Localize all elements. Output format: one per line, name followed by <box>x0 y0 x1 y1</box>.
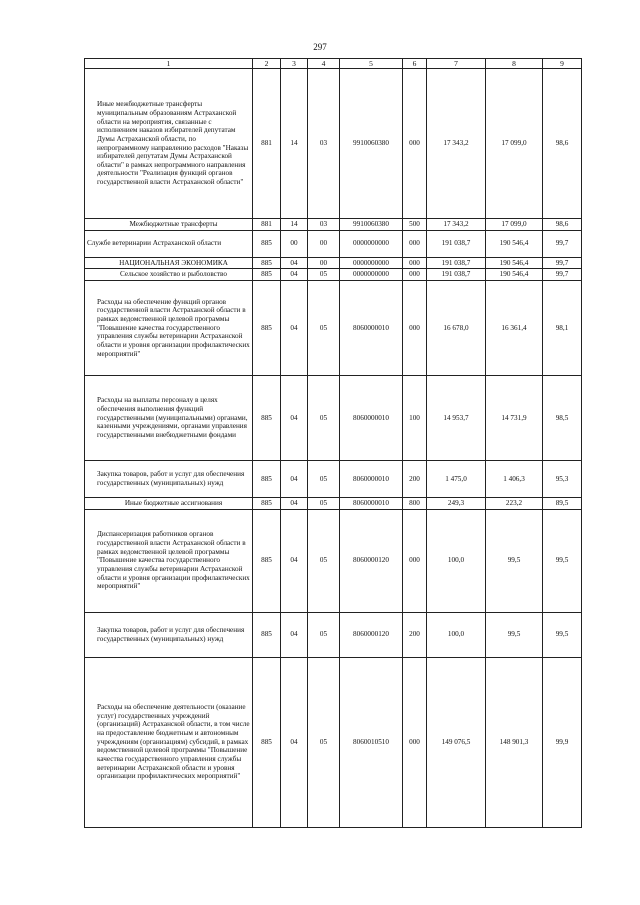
row-description: Иные межбюджетные трансферты муниципальным образованиям Астраханской области на мероприятия, связанные с исполнением наказов избирателей депутатам Думы Астраханской области, по непрограммному направлению расходов "Наказы избирателей депутатам Думы Астраханской области" в рамках непрограммного направления деятельности "Реализация функций органов государственной власти Астраханской области" <box>85 69 253 219</box>
cell-expense-type: 000 <box>403 509 427 612</box>
table-row <box>85 612 582 657</box>
cell-actual-amount: 99,5 <box>486 612 543 657</box>
table-row <box>85 257 582 269</box>
cell-section: 14 <box>281 219 308 231</box>
cell-section: 00 <box>281 230 308 257</box>
cell-target-article: 9910060380 <box>340 69 403 219</box>
cell-subsection: 03 <box>308 219 340 231</box>
cell-ministry-code: 885 <box>253 257 281 269</box>
col-header: 4 <box>308 59 340 69</box>
table-row <box>85 219 582 231</box>
col-header: 6 <box>403 59 427 69</box>
cell-subsection: 03 <box>308 69 340 219</box>
row-description: Службе ветеринарии Астраханской области <box>85 230 253 257</box>
cell-actual-amount: 1 406,3 <box>486 460 543 497</box>
cell-percent: 99,7 <box>543 257 582 269</box>
cell-actual-amount: 190 546,4 <box>486 257 543 269</box>
cell-target-article: 8060000120 <box>340 612 403 657</box>
row-description: Расходы на обеспечение деятельности (оказание услуг) государственных учреждений (организаций) Астраханской области, в том числе на предоставление бюджетным и автономным учреждениям (организациям) субсидий, в рамках ведомственной целевой программы "Повышение качества государственного управления службы ветеринарии Астраханской области и уровня организации профилактических мероприятий" <box>85 657 253 827</box>
table-row <box>85 657 582 827</box>
cell-section: 04 <box>281 509 308 612</box>
cell-target-article: 8060000120 <box>340 509 403 612</box>
col-header: 1 <box>85 59 253 69</box>
cell-plan-amount: 191 038,7 <box>427 230 486 257</box>
row-description: Закупка товаров, работ и услуг для обеспечения государственных (муниципальных) нужд <box>85 612 253 657</box>
cell-subsection: 05 <box>308 269 340 281</box>
cell-percent: 98,6 <box>543 69 582 219</box>
col-header: 9 <box>543 59 582 69</box>
cell-percent: 99,5 <box>543 612 582 657</box>
cell-expense-type: 100 <box>403 375 427 460</box>
page-number: 297 <box>313 42 327 52</box>
cell-actual-amount: 223,2 <box>486 497 543 509</box>
cell-ministry-code: 885 <box>253 509 281 612</box>
cell-plan-amount: 149 076,5 <box>427 657 486 827</box>
cell-actual-amount: 16 361,4 <box>486 280 543 375</box>
cell-target-article: 8060000010 <box>340 460 403 497</box>
cell-expense-type: 000 <box>403 657 427 827</box>
cell-percent: 98,5 <box>543 375 582 460</box>
row-description: Диспансеризация работников органов государственной власти Астраханской области в рамках ведомственной целевой программы "Повышение качества государственного управления службы ветеринарии Астраханской области и уровня организации профилактических мероприятий" <box>85 509 253 612</box>
cell-ministry-code: 885 <box>253 280 281 375</box>
cell-percent: 99,7 <box>543 269 582 281</box>
cell-ministry-code: 885 <box>253 230 281 257</box>
table-row <box>85 269 582 281</box>
cell-plan-amount: 191 038,7 <box>427 257 486 269</box>
col-header: 7 <box>427 59 486 69</box>
row-description: НАЦИОНАЛЬНАЯ ЭКОНОМИКА <box>85 257 253 269</box>
cell-ministry-code: 885 <box>253 269 281 281</box>
cell-plan-amount: 100,0 <box>427 612 486 657</box>
cell-expense-type: 000 <box>403 69 427 219</box>
cell-actual-amount: 190 546,4 <box>486 269 543 281</box>
table-row <box>85 509 582 612</box>
cell-subsection: 05 <box>308 497 340 509</box>
cell-plan-amount: 1 475,0 <box>427 460 486 497</box>
cell-section: 04 <box>281 375 308 460</box>
cell-percent: 89,5 <box>543 497 582 509</box>
cell-subsection: 05 <box>308 460 340 497</box>
cell-expense-type: 000 <box>403 230 427 257</box>
table-row <box>85 280 582 375</box>
budget-table <box>84 58 582 828</box>
cell-plan-amount: 249,3 <box>427 497 486 509</box>
cell-subsection: 05 <box>308 509 340 612</box>
cell-section: 04 <box>281 497 308 509</box>
cell-expense-type: 200 <box>403 460 427 497</box>
cell-ministry-code: 885 <box>253 497 281 509</box>
cell-percent: 99,5 <box>543 509 582 612</box>
row-description: Закупка товаров, работ и услуг для обеспечения государственных (муниципальных) нужд <box>85 460 253 497</box>
row-description: Сельское хозяйство и рыболовство <box>85 269 253 281</box>
row-description: Расходы на выплаты персоналу в целях обеспечения выполнения функций государственными (муниципальными) органами, казенными учреждениями, органами управления государственными внебюджетными фондами <box>85 375 253 460</box>
col-header: 3 <box>281 59 308 69</box>
cell-expense-type: 500 <box>403 219 427 231</box>
cell-expense-type: 000 <box>403 269 427 281</box>
cell-plan-amount: 16 678,0 <box>427 280 486 375</box>
cell-subsection: 00 <box>308 230 340 257</box>
cell-actual-amount: 99,5 <box>486 509 543 612</box>
table-row <box>85 230 582 257</box>
row-description: Иные бюджетные ассигнования <box>85 497 253 509</box>
cell-subsection: 05 <box>308 612 340 657</box>
cell-target-article: 0000000000 <box>340 269 403 281</box>
cell-expense-type: 200 <box>403 612 427 657</box>
cell-plan-amount: 14 953,7 <box>427 375 486 460</box>
table-row <box>85 497 582 509</box>
cell-section: 14 <box>281 69 308 219</box>
cell-expense-type: 000 <box>403 257 427 269</box>
cell-section: 04 <box>281 657 308 827</box>
cell-percent: 99,9 <box>543 657 582 827</box>
cell-ministry-code: 881 <box>253 219 281 231</box>
cell-target-article: 8060000010 <box>340 497 403 509</box>
cell-plan-amount: 17 343,2 <box>427 69 486 219</box>
cell-ministry-code: 881 <box>253 69 281 219</box>
cell-actual-amount: 190 546,4 <box>486 230 543 257</box>
cell-section: 04 <box>281 257 308 269</box>
cell-ministry-code: 885 <box>253 375 281 460</box>
cell-ministry-code: 885 <box>253 460 281 497</box>
cell-actual-amount: 17 099,0 <box>486 69 543 219</box>
cell-plan-amount: 191 038,7 <box>427 269 486 281</box>
cell-section: 04 <box>281 460 308 497</box>
cell-ministry-code: 885 <box>253 612 281 657</box>
cell-percent: 95,3 <box>543 460 582 497</box>
table-row <box>85 460 582 497</box>
cell-target-article: 9910060380 <box>340 219 403 231</box>
cell-subsection: 05 <box>308 280 340 375</box>
cell-target-article: 8060010510 <box>340 657 403 827</box>
row-description: Межбюджетные трансферты <box>85 219 253 231</box>
col-header: 5 <box>340 59 403 69</box>
cell-expense-type: 000 <box>403 280 427 375</box>
col-header: 2 <box>253 59 281 69</box>
cell-section: 04 <box>281 612 308 657</box>
cell-actual-amount: 17 099,0 <box>486 219 543 231</box>
cell-target-article: 8060000010 <box>340 375 403 460</box>
cell-actual-amount: 14 731,9 <box>486 375 543 460</box>
cell-plan-amount: 100,0 <box>427 509 486 612</box>
header-row <box>85 59 582 69</box>
cell-ministry-code: 885 <box>253 657 281 827</box>
cell-target-article: 8060000010 <box>340 280 403 375</box>
cell-percent: 98,1 <box>543 280 582 375</box>
table-row <box>85 375 582 460</box>
cell-target-article: 0000000000 <box>340 230 403 257</box>
cell-section: 04 <box>281 280 308 375</box>
cell-expense-type: 800 <box>403 497 427 509</box>
cell-actual-amount: 148 901,3 <box>486 657 543 827</box>
cell-percent: 98,6 <box>543 219 582 231</box>
cell-target-article: 0000000000 <box>340 257 403 269</box>
cell-plan-amount: 17 343,2 <box>427 219 486 231</box>
cell-section: 04 <box>281 269 308 281</box>
row-description: Расходы на обеспечение функций органов государственной власти Астраханской области в рамках ведомственной целевой программы "Повышение качества государственного управления службы ветеринарии Астраханской области и уровня организации профилактических мероприятий" <box>85 280 253 375</box>
table-row <box>85 69 582 219</box>
col-header: 8 <box>486 59 543 69</box>
cell-subsection: 05 <box>308 375 340 460</box>
cell-subsection: 00 <box>308 257 340 269</box>
cell-subsection: 05 <box>308 657 340 827</box>
cell-percent: 99,7 <box>543 230 582 257</box>
